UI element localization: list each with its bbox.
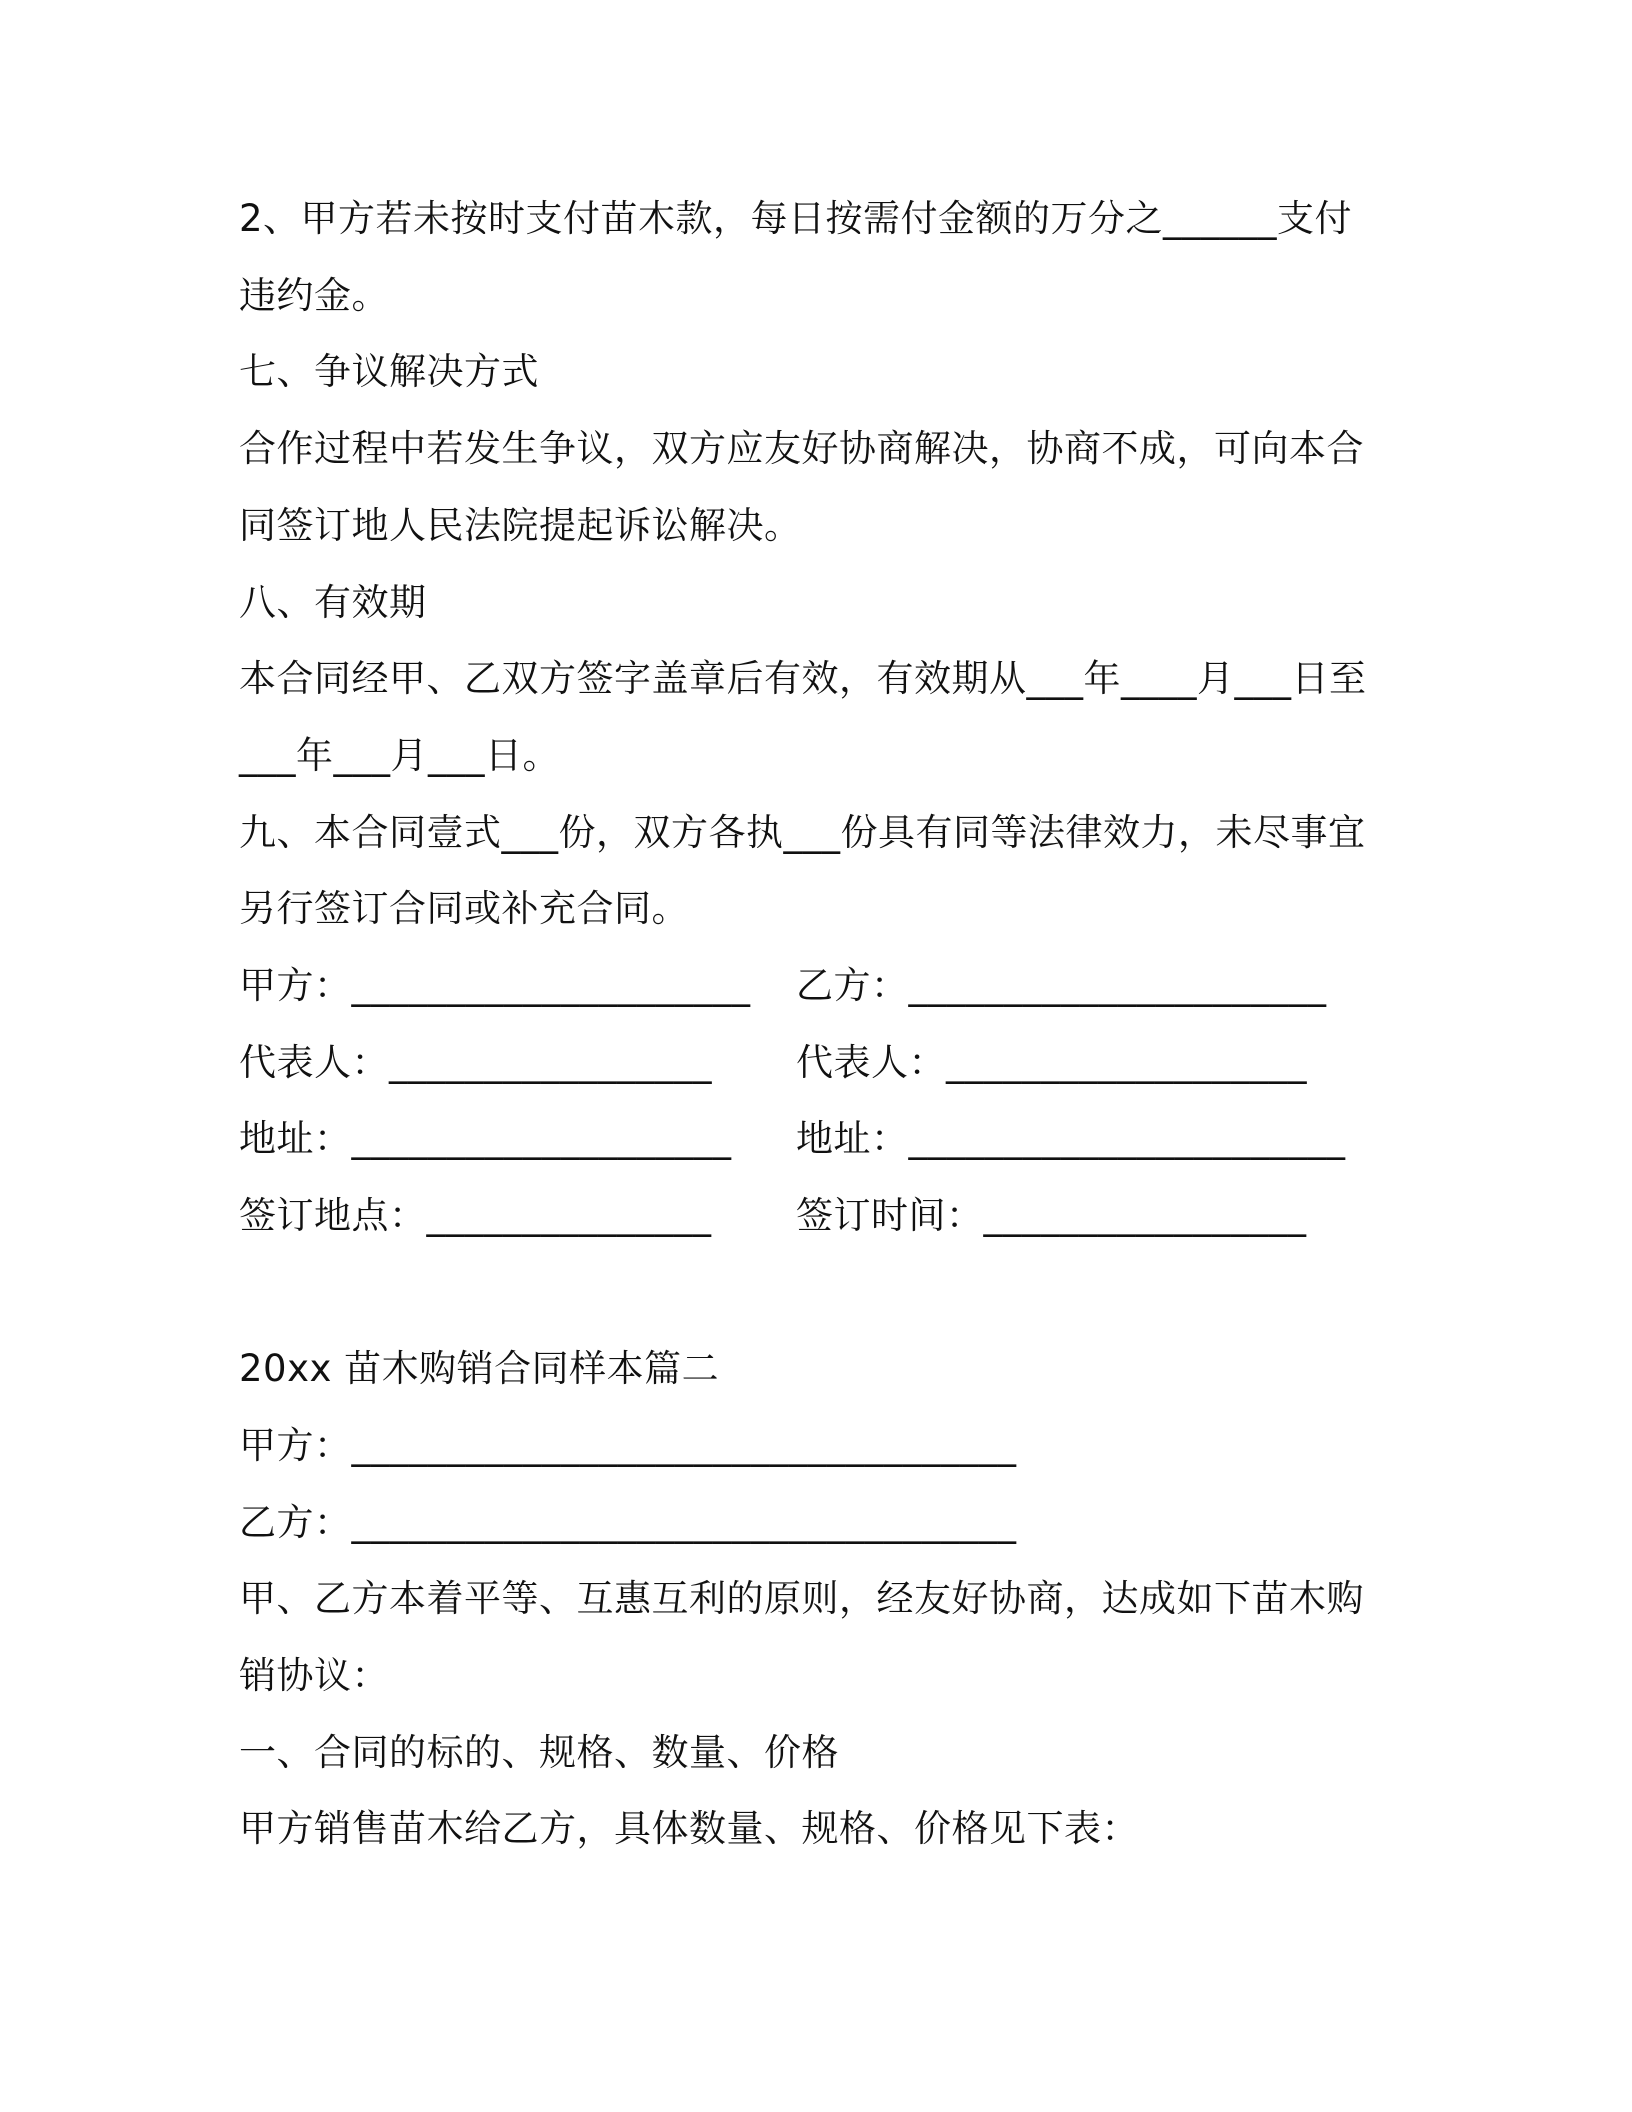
validity-text-line2: ___年___月___日。 (239, 734, 560, 777)
section2-party-a: 甲方：___________________________________ (239, 1424, 1017, 1467)
copies-clause-line2: 另行签订合同或补充合同。 (239, 887, 689, 930)
signature-address-a: 地址：____________________ (239, 1117, 732, 1160)
dispute-text-line2: 同签订地人民法院提起诉讼解决。 (239, 504, 802, 547)
signature-time: 签订时间：_________________ (796, 1194, 1307, 1237)
section2-party-b: 乙方：___________________________________ (239, 1501, 1017, 1544)
signature-rep-a: 代表人：_________________ (239, 1041, 712, 1084)
validity-heading: 八、有效期 (239, 581, 427, 624)
section2-title: 20xx 苗木购销合同样本篇二 (239, 1347, 720, 1390)
signature-party-a: 甲方：_____________________ (239, 964, 751, 1007)
validity-text-line1: 本合同经甲、乙双方签字盖章后有效，有效期从___年____月___日至 (239, 657, 1367, 700)
signature-party-b: 乙方：______________________ (796, 964, 1327, 1007)
section2-intro-line1: 甲、乙方本着平等、互惠互利的原则，经友好协商，达成如下苗木购 (239, 1577, 1364, 1620)
section2-intro-line2: 销协议： (239, 1654, 389, 1697)
signature-rep-b: 代表人：___________________ (796, 1041, 1307, 1084)
penalty-clause-line2: 违约金。 (239, 274, 389, 317)
signature-address-b: 地址：_______________________ (796, 1117, 1346, 1160)
clause1-text: 甲方销售苗木给乙方，具体数量、规格、价格见下表： (239, 1807, 1139, 1850)
clause1-heading: 一、合同的标的、规格、数量、价格 (239, 1731, 839, 1774)
signature-place: 签订地点：_______________ (239, 1194, 712, 1237)
dispute-text-line1: 合作过程中若发生争议，双方应友好协商解决，协商不成，可向本合 (239, 427, 1364, 470)
penalty-clause-line1: 2、甲方若未按时支付苗木款，每日按需付金额的万分之______支付 (239, 197, 1353, 240)
copies-clause-line1: 九、本合同壹式___份，双方各执___份具有同等法律效力，未尽事宜 (239, 811, 1366, 854)
dispute-heading: 七、争议解决方式 (239, 350, 539, 393)
